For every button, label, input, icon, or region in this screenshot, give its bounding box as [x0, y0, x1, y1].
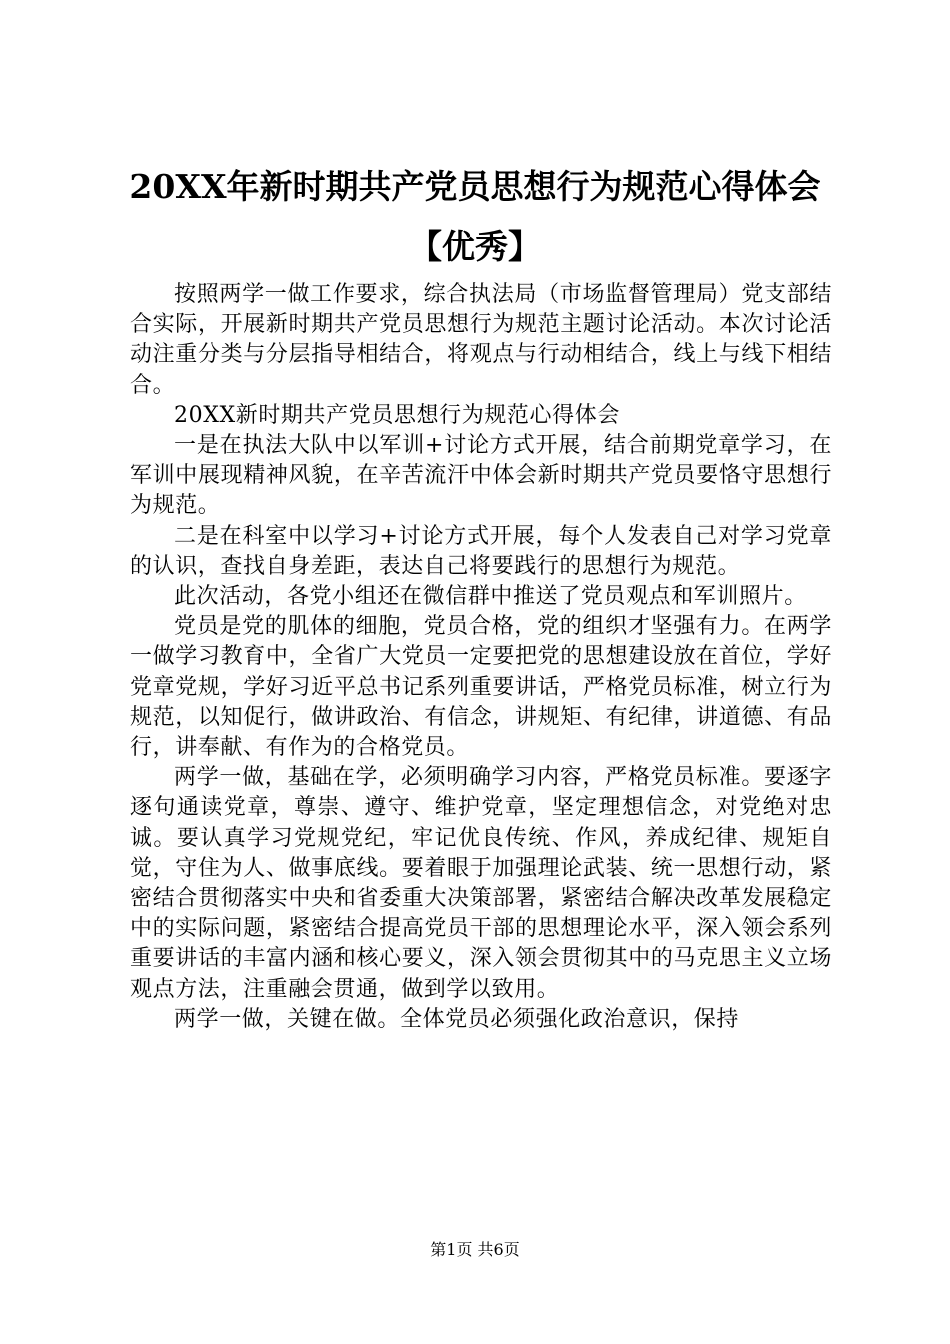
- paragraph: 一是在执法大队中以军训+讨论方式开展，结合前期党章学习，在军训中展现精神风貌，在辛苦流汗中体会新时期共产党员要恪守思想行为规范。: [130, 433, 832, 519]
- paragraph: 党员是党的肌体的细胞，党员合格，党的组织才坚强有力。在两学一做学习教育中，全省广大党员一定要把党的思想建设放在首位，学好党章党规，学好习近平总书记系列重要讲话，严格党员标准，树立行为规范，以知促行，做讲政治、有信念，讲规矩、有纪律，讲道德、有品行，讲奉献、有作为的合格党员。: [130, 614, 832, 761]
- paragraph: 两学一做，关键在做。全体党员必须强化政治意识，保持: [174, 1006, 740, 1032]
- document-body: [130, 280, 832, 1035]
- paragraph: 此次活动，各党小组还在微信群中推送了党员观点和军训照片。: [174, 584, 807, 610]
- paragraph-subheading: 20XX新时期共产党员思想行为规范心得体会: [174, 402, 620, 428]
- page-footer: 第1页 共6页: [430, 1240, 520, 1259]
- paragraph: 二是在科室中以学习+讨论方式开展，每个人发表自己对学习党章的认识，查找自身差距，表达自己将要践行的思想行为规范。: [130, 523, 832, 579]
- paragraph: 按照两学一做工作要求，综合执法局（市场监督管理局）党支部结合实际，开展新时期共产党员思想行为规范主题讨论活动。本次讨论活动注重分类与分层指导相结合，将观点与行动相结合，线上与线下相结合。: [130, 282, 832, 398]
- paragraph: 两学一做，基础在学，必须明确学习内容，严格党员标准。要逐字逐句通读党章，尊崇、遵守、维护党章，坚定理想信念，对党绝对忠诚。要认真学习党规党纪，牢记优良传统、作风，养成纪律、规矩自觉，守住为人、做事底线。要着眼于加强理论武装、统一思想行动，紧密结合贯彻落实中央和省委重大决策部署，紧密结合解决改革发展稳定中的实际问题，紧密结合提高党员干部的思想理论水平，深入领会系列重要讲话的丰富内涵和核心要义，深入领会贯彻其中的马克思主义立场观点方法，注重融会贯通，做到学以致用。: [130, 765, 832, 1002]
- document-title: 20XX年新时期共产党员思想行为规范心得体会【优秀】: [129, 167, 821, 266]
